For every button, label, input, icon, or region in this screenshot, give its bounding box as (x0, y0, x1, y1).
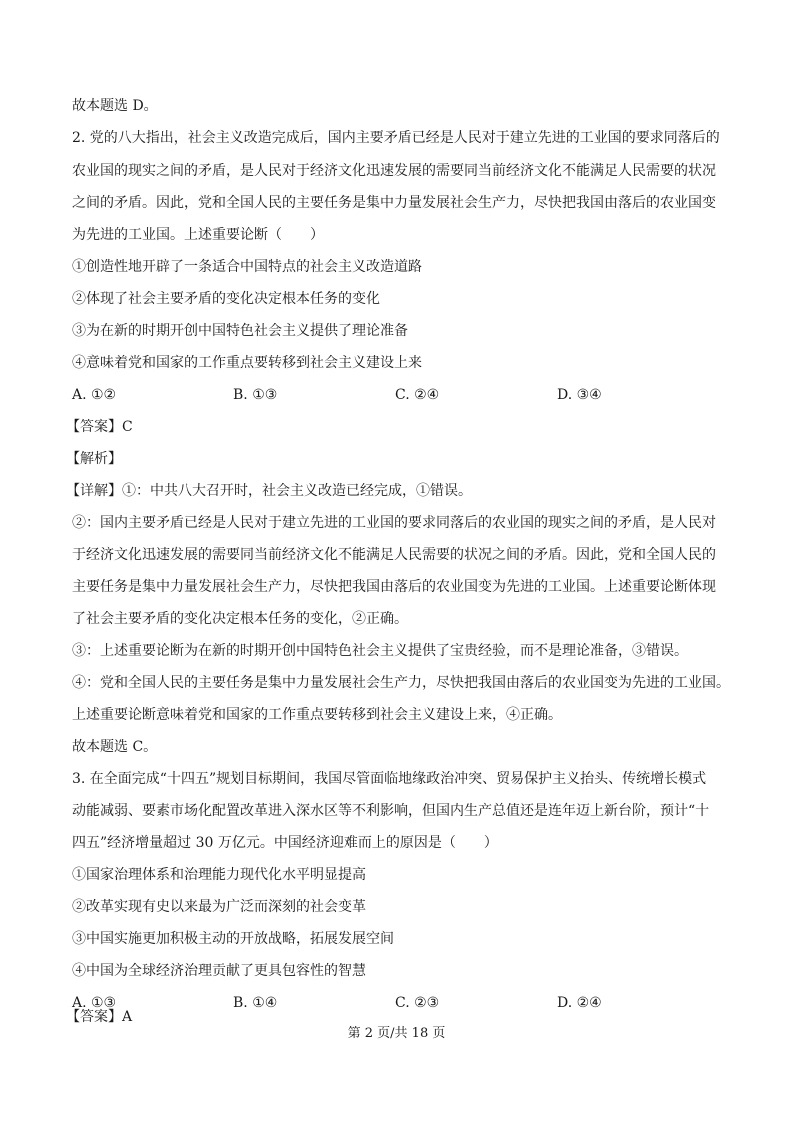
q2-stem-line-2: 农业国的现实之间的矛盾，是人民对于经济文化迅速发展的需要同当前经济文化不能满足人民需要的状况 (72, 163, 716, 179)
q2-option-b: B. ①③ (233, 387, 278, 403)
analysis-line-4: 主要任务是集中力量发展社会生产力，尽快把我国由落后的农业国变为先进的工业国。上述重要论断体现 (72, 579, 716, 595)
q3-option-d: D. ②④ (557, 995, 602, 1011)
q2-statement-2: ②体现了社会主要矛盾的变化决定根本任务的变化 (72, 291, 380, 307)
q2-analysis-label: 【解析】 (66, 451, 122, 467)
q2-statement-1: ①创造性地开辟了一条适合中国特点的社会主义改造道路 (72, 259, 422, 275)
analysis-line-7: ④：党和全国人民的主要任务是集中力量发展社会生产力，尽快把我国由落后的农业国变为先进的工业国。 (72, 675, 730, 691)
prev-conclusion: 故本题选 D。 (72, 98, 158, 114)
q2-statement-3: ③为在新的时期开创中国特色社会主义提供了理论准备 (72, 323, 408, 339)
q2-statement-4: ④意味着党和国家的工作重点要转移到社会主义建设上来 (72, 355, 422, 371)
q3-stem-line-1: 3. 在全面完成“十四五”规划目标期间，我国尽管面临地缘政治冲突、贸易保护主义抬头、传统增长模式 (72, 771, 707, 787)
analysis-line-1: 【详解】①：中共八大召开时，社会主义改造已经完成，①错误。 (66, 483, 472, 499)
q2-option-a: A. ①② (72, 387, 117, 403)
q3-statement-3: ③中国实施更加积极主动的开放战略，拓展发展空间 (72, 931, 394, 947)
q2-stem-line-4: 为先进的工业国。上述重要论断（ ） (72, 227, 324, 243)
q3-statement-2: ②改革实现有史以来最为广泛而深刻的社会变革 (72, 899, 366, 915)
q3-stem-line-3: 四五”经济增量超过 30 万亿元。中国经济迎难而上的原因是（ ） (72, 835, 498, 851)
q2-stem-line-3: 之间的矛盾。因此，党和全国人民的主要任务是集中力量发展社会生产力，尽快把我国由落后的农业国变 (72, 195, 716, 211)
q2-option-d: D. ③④ (557, 387, 602, 403)
q3-option-a: A. ①③ (72, 995, 117, 1011)
q2-conclusion: 故本题选 C。 (72, 739, 158, 755)
q3-statement-4: ④中国为全球经济治理贡献了更具包容性的智慧 (72, 963, 366, 979)
page-footer: 第 2 页/共 18 页 (347, 1026, 446, 1041)
analysis-line-3: 于经济文化迅速发展的需要同当前经济文化不能满足人民需要的状况之间的矛盾。因此，党和全国人民的 (72, 547, 716, 563)
q2-stem-line-1: 2. 党的八大指出，社会主义改造完成后，国内主要矛盾已经是人民对于建立先进的工业国的要求同落后的 (72, 130, 720, 146)
q2-answer: 【答案】C (66, 419, 133, 435)
q3-option-b: B. ①④ (233, 995, 278, 1011)
analysis-line-2: ②：国内主要矛盾已经是人民对于建立先进的工业国的要求同落后的农业国的现实之间的矛盾，是人民对 (72, 515, 716, 531)
q3-option-c: C. ②③ (395, 995, 440, 1011)
q3-statement-1: ①国家治理体系和治理能力现代化水平明显提高 (72, 867, 366, 883)
q2-option-c: C. ②④ (395, 387, 440, 403)
analysis-line-8: 上述重要论断意味着党和国家的工作重点要转移到社会主义建设上来，④正确。 (72, 707, 562, 723)
q3-answer: 【答案】A (66, 1009, 133, 1025)
analysis-line-6: ③：上述重要论断为在新的时期开创中国特色社会主义提供了宝贵经验，而不是理论准备，③错误。 (72, 643, 688, 659)
analysis-line-5: 了社会主要矛盾的变化决定根本任务的变化，②正确。 (72, 611, 408, 627)
q3-stem-line-2: 动能减弱、要素市场化配置改革进入深水区等不利影响，但国内生产总值还是连年迈上新台阶，预计“十 (72, 803, 710, 819)
